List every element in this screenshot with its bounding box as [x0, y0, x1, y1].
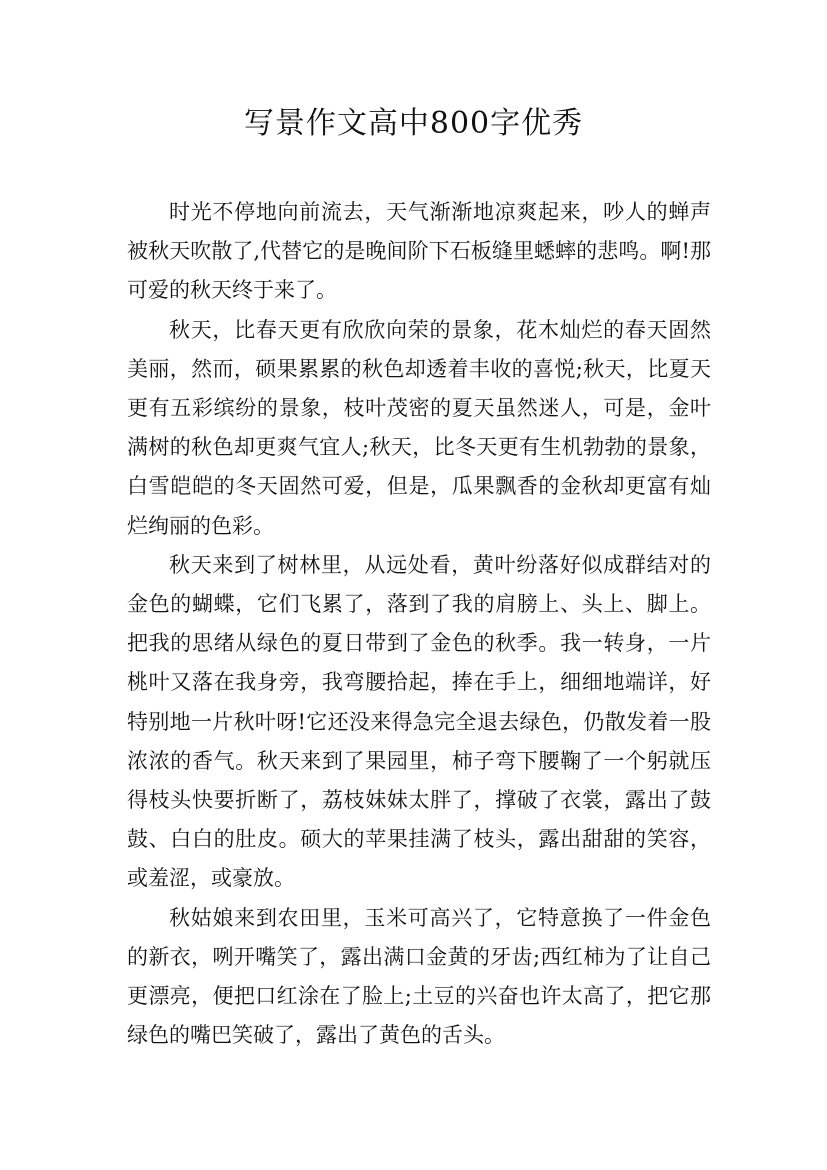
paragraph: 秋天，比春天更有欣欣向荣的景象，花木灿烂的春天固然美丽，然而，硕果累累的秋色却透着丰收的喜悦;秋天，比夏天更有五彩缤纷的景象，枝叶茂密的夏天虽然迷人，可是，金叶满树的秋色却更爽气宜人;秋天，比冬天更有生机勃勃的景象，白雪皑皑的冬天固然可爱，但是，瓜果飘香的金秋却更富有灿烂绚丽的色彩。	[127, 317, 711, 538]
document-title: 写景作文高中800字优秀	[243, 106, 584, 141]
paragraph: 时光不停地向前流去，天气渐渐地凉爽起来，吵人的蝉声被秋天吹散了,代替它的是晚间阶下石板缝里蟋蟀的悲鸣。啊!那可爱的秋天终于来了。	[127, 200, 711, 303]
paragraph: 秋姑娘来到农田里，玉米可高兴了，它特意换了一件金色的新衣，咧开嘴笑了，露出满口金黄的牙齿;西红柿为了让自己更漂亮，便把口红涂在了脸上;土豆的兴奋也许太高了，把它那绿色的嘴巴笑破了，露出了黄色的舌头。	[127, 905, 711, 1048]
paragraph: 秋天来到了树林里，从远处看，黄叶纷落好似成群结对的金色的蝴蝶，它们飞累了，落到了我的肩膀上、头上、脚上。把我的思绪从绿色的夏日带到了金色的秋季。我一转身，一片桃叶又落在我身旁，我弯腰拾起，捧在手上，细细地端详，好特别地一片秋叶呀!它还没来得急完全退去绿色，仍散发着一股浓浓的香气。秋天来到了果园里，柿子弯下腰鞠了一个躬就压得枝头快要折断了，荔枝妹妹太胖了，撑破了衣裳，露出了鼓鼓、白白的肚皮。硕大的苹果挂满了枝头，露出甜甜的笑容，或羞涩，或豪放。	[127, 552, 711, 891]
document-body	[127, 193, 711, 1055]
